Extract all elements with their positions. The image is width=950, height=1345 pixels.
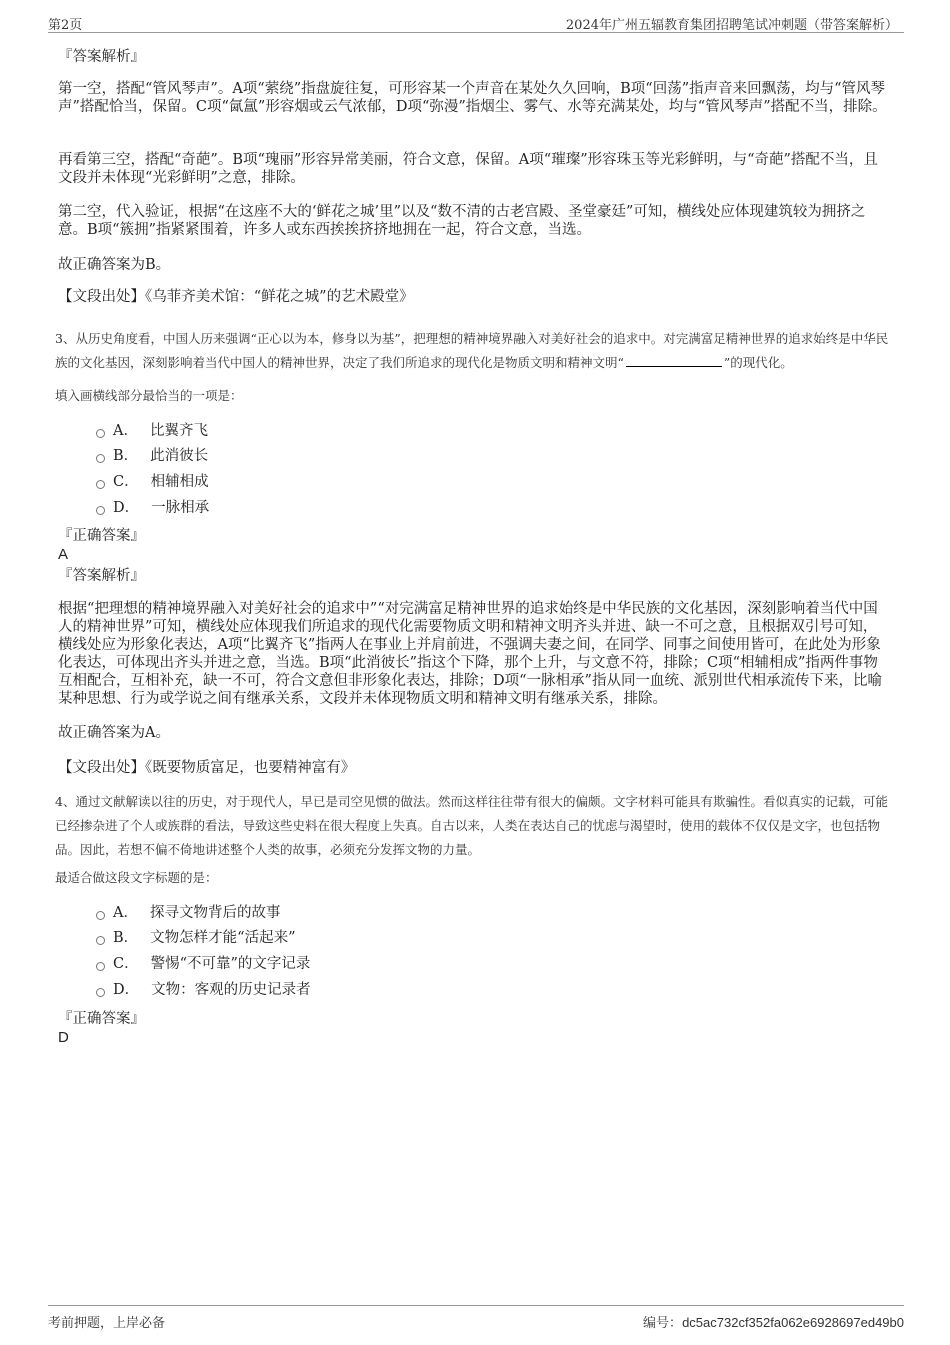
option-letter: B． xyxy=(113,448,139,464)
correct-answer: D xyxy=(58,1029,69,1046)
question-prompt: 最适合做这段文字标题的是： xyxy=(55,870,218,885)
page-header xyxy=(48,12,904,33)
question-prompt: 填入画横线部分最恰当的一项是： xyxy=(55,388,243,403)
option-d[interactable] xyxy=(96,981,311,999)
question-stem: 4、通过文献解读以往的历史，对于现代人，早已是司空见惯的做法。然而这样往往带有很大的偏颇。文字材料可能具有欺骗性。看似真实的记载，可能已经掺杂进了个人或族群的看法，导致这些史料在很大程度上失真。自古以来，人类在表达自己的忧虑与渴望时，使用的载体不仅仅是文字，也包括物品。因此，若想不偏不倚地讲述整个人类的故事，必须充分发挥文物的力量。 xyxy=(55,794,888,857)
source-citation: 【文段出处】《乌菲齐美术馆：“鲜花之城”的艺术殿堂》 xyxy=(58,289,414,305)
option-letter: C． xyxy=(113,474,139,490)
analysis-paragraph: 根据“把理想的精神境界融入对美好社会的追求中”“对完满富足精神世界的追求始终是中华民族的文化基因，深刻影响着当代中国人的精神世界”可知，横线处应体现我们所追求的现代化需要物质文明和精神文明齐头并进、缺一不可之意，且根据双引号可知，横线处应为形象化表达，A项“比翼齐飞”指两人在事业上并肩前进，不强调夫妻之间，在同学、同事之间使用皆可，在此处为形象化表达，可体现出齐头并进之意，当选。B项“此消彼长”指这个下降，那个上升，与文意不符，排除；C项“相辅相成”指两件事物互相配合，互相补充，缺一不可，符合文意但非形象化表达，排除；D项“一脉相承”指从同一血统、派别世代相承流传下来，比喻某种思想、行为或学说之间有继承关系，文段并未体现物质文明和精神文明有继承关系，排除。 xyxy=(58,601,882,707)
option-text: 此消彼长 xyxy=(150,448,209,464)
option-text: 文物怎样才能“活起来” xyxy=(150,930,296,946)
option-letter: A． xyxy=(113,423,138,439)
radio-icon[interactable] xyxy=(96,429,105,438)
page-footer xyxy=(48,1305,904,1331)
option-d[interactable] xyxy=(96,499,209,517)
question-stem-text: 3、从历史角度看，中国人历来强调“正心以为本，修身以为基”，把理想的精神境界融入对美好社会的追求中。对完满富足精神世界的追求始终是中华民族的文化基因，深刻影响着当代中国人的精神世界，决定了我们所追求的现代化是物质文明和精神文明“ xyxy=(55,331,889,370)
correct-answer: A xyxy=(58,546,69,563)
conclusion: 故正确答案为A。 xyxy=(58,725,170,741)
option-c[interactable] xyxy=(96,473,209,491)
correct-answer-label: 『正确答案』 xyxy=(58,1011,145,1027)
document-id-label: 编号： xyxy=(643,1316,683,1331)
analysis-label: 『答案解析』 xyxy=(58,568,145,584)
radio-icon[interactable] xyxy=(96,911,105,920)
radio-icon[interactable] xyxy=(96,454,105,463)
option-a[interactable] xyxy=(96,422,208,440)
option-text: 文物：客观的历史记录者 xyxy=(151,982,311,998)
footer-slogan: 考前押题，上岸必备 xyxy=(48,1316,166,1331)
option-c[interactable] xyxy=(96,955,310,973)
option-letter: A． xyxy=(113,905,138,921)
option-b[interactable] xyxy=(96,929,295,947)
document-id-value: dc5ac732cf352fa062e6928697ed49b0 xyxy=(682,1315,904,1330)
radio-icon[interactable] xyxy=(96,936,105,945)
page-number: 第2页 xyxy=(48,18,83,33)
analysis-paragraph: 再看第三空，搭配“奇葩”。B项“瑰丽”形容异常美丽，符合文意，保留。A项“璀璨”形容珠玉等光彩鲜明，与“奇葩”搭配不当，且文段并未体现“光彩鲜明”之意，排除。 xyxy=(58,152,878,186)
option-letter: D． xyxy=(113,500,140,516)
conclusion: 故正确答案为B。 xyxy=(58,257,171,273)
question-stem-end: ”的现代化。 xyxy=(723,355,793,370)
radio-icon[interactable] xyxy=(96,988,105,997)
radio-icon[interactable] xyxy=(96,480,105,489)
analysis-paragraph: 第一空，搭配“管风琴声”。A项“萦绕”指盘旋往复，可形容某一个声音在某处久久回响，B项“回荡”指声音来回飘荡，均与“管风琴声”搭配恰当，保留。C项“氤氲”形容烟或云气浓郁，D项“弥漫”指烟尘、雾气、水等充满某处，均与“管风琴声”搭配不当，排除。 xyxy=(58,81,887,115)
option-letter: D． xyxy=(113,982,140,998)
option-text: 警惕“不可靠”的文字记录 xyxy=(150,956,311,972)
source-citation: 【文段出处】《既要物质富足，也要精神富有》 xyxy=(58,760,356,776)
option-letter: C． xyxy=(113,956,139,972)
option-letter: B． xyxy=(113,930,139,946)
option-text: 相辅相成 xyxy=(150,474,209,490)
option-a[interactable] xyxy=(96,904,280,922)
option-b[interactable] xyxy=(96,447,208,465)
option-text: 比翼齐飞 xyxy=(149,423,208,439)
analysis-paragraph: 第二空，代入验证，根据“在这座不大的‘鲜花之城’里”以及“数不清的古老宫殿、圣堂豪廷”可知，横线处应体现建筑较为拥挤之意。B项“簇拥”指紧紧围着，许多人或东西挨挨挤挤地拥在一起，符合文意，当选。 xyxy=(58,204,866,238)
option-text: 探寻文物背后的故事 xyxy=(149,905,281,921)
radio-icon[interactable] xyxy=(96,962,105,971)
option-text: 一脉相承 xyxy=(151,500,210,516)
answer-blank xyxy=(626,354,722,367)
analysis-label: 『答案解析』 xyxy=(58,49,145,65)
document-id xyxy=(643,1312,904,1331)
radio-icon[interactable] xyxy=(96,506,105,515)
document-title: 2024年广州五辐教育集团招聘笔试冲刺题（带答案解析） xyxy=(565,18,898,33)
correct-answer-label: 『正确答案』 xyxy=(58,528,145,544)
question-stem xyxy=(55,327,895,375)
